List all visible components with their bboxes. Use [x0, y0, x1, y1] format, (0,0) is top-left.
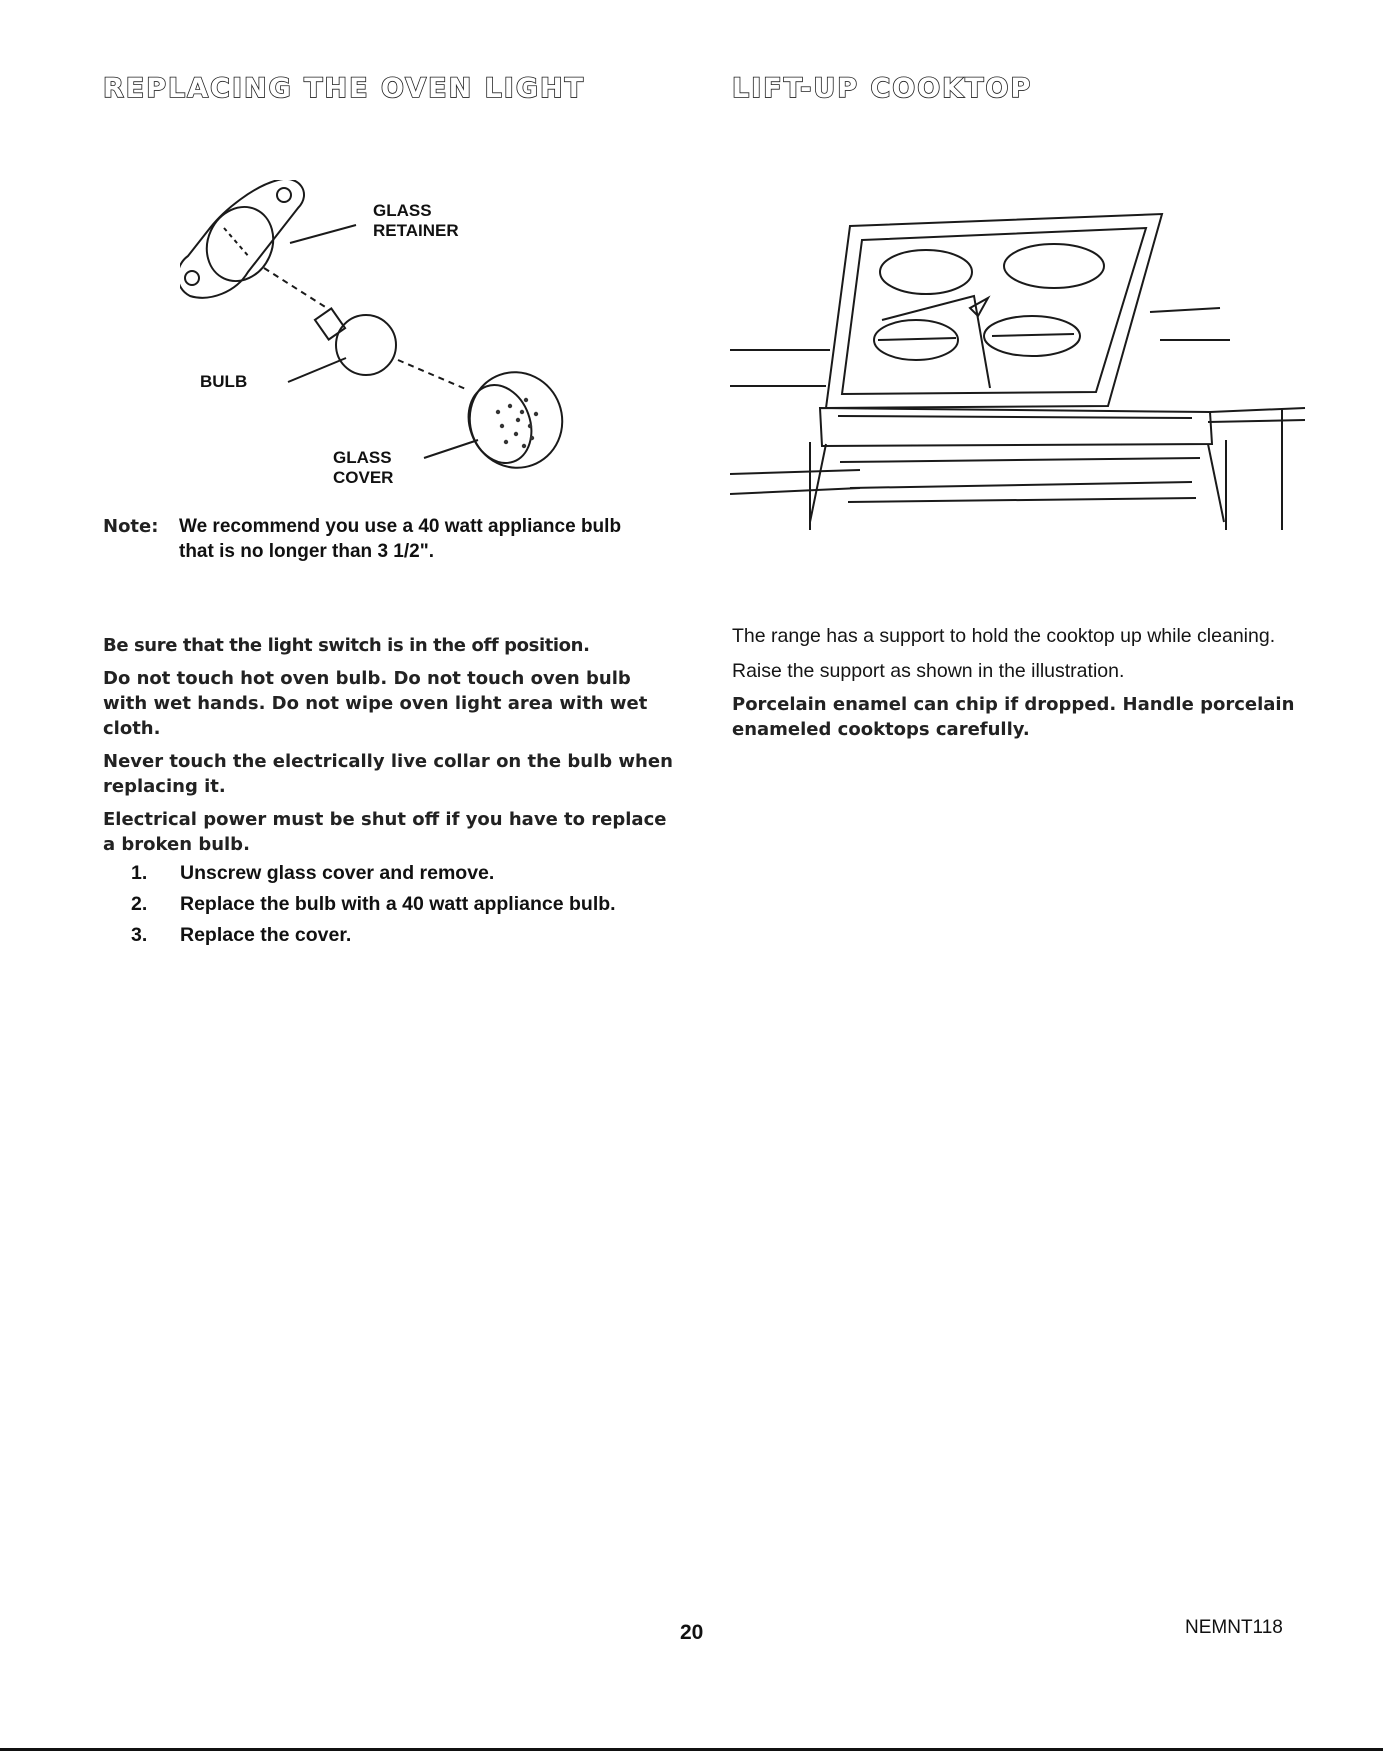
step-item: 1. Unscrew glass cover and remove.: [131, 862, 495, 884]
page-number: 20: [680, 1621, 704, 1644]
note-label: Note:: [103, 516, 159, 537]
glass-retainer-label-1: GLASS: [373, 201, 432, 220]
note-line-2: that is no longer than 3 1/2".: [179, 541, 434, 562]
warnings-block: [103, 633, 675, 857]
note-block: [103, 514, 683, 564]
replacement-steps: [131, 858, 691, 951]
note-line-1: We recommend you use a 40 watt appliance bulb: [179, 516, 622, 537]
cooktop-warning: Porcelain enamel can chip if dropped. Handle porcelain enameled cooktops carefully.: [732, 694, 1295, 740]
oven-light-title: REPLACING THE OVEN LIGHT: [103, 73, 585, 104]
cooktop-para-1: The range has a support to hold the cooktop up while cleaning.: [732, 625, 1276, 647]
warning-light-switch: Be sure that the light switch is in the off position.: [103, 635, 590, 656]
glass-cover-label-2: COVER: [333, 468, 394, 487]
warning-hot-bulb: Do not touch hot oven bulb. Do not touch oven bulb with wet hands. Do not wipe oven light area with wet cloth.: [103, 668, 648, 739]
cooktop-text: [732, 624, 1302, 742]
bulb-label: BULB: [200, 372, 248, 391]
bottom-border: [0, 1748, 1383, 1751]
cooktop-diagram: [730, 212, 1310, 532]
document-code: NEMNT118: [1185, 1617, 1283, 1638]
warning-power-off: Electrical power must be shut off if you have to replace a broken bulb.: [103, 809, 667, 855]
warning-live-collar: Never touch the electrically live collar on the bulb when replacing it.: [103, 751, 673, 797]
step-item: 2. Replace the bulb with a 40 watt appliance bulb.: [131, 893, 616, 915]
glass-cover-label-1: GLASS: [333, 448, 392, 467]
glass-retainer-label-2: RETAINER: [373, 221, 459, 240]
cooktop-para-2: Raise the support as shown in the illustration.: [732, 660, 1125, 682]
step-item: 3. Replace the cover.: [131, 924, 352, 946]
cooktop-title: LIFT-UP COOKTOP: [732, 73, 1033, 104]
